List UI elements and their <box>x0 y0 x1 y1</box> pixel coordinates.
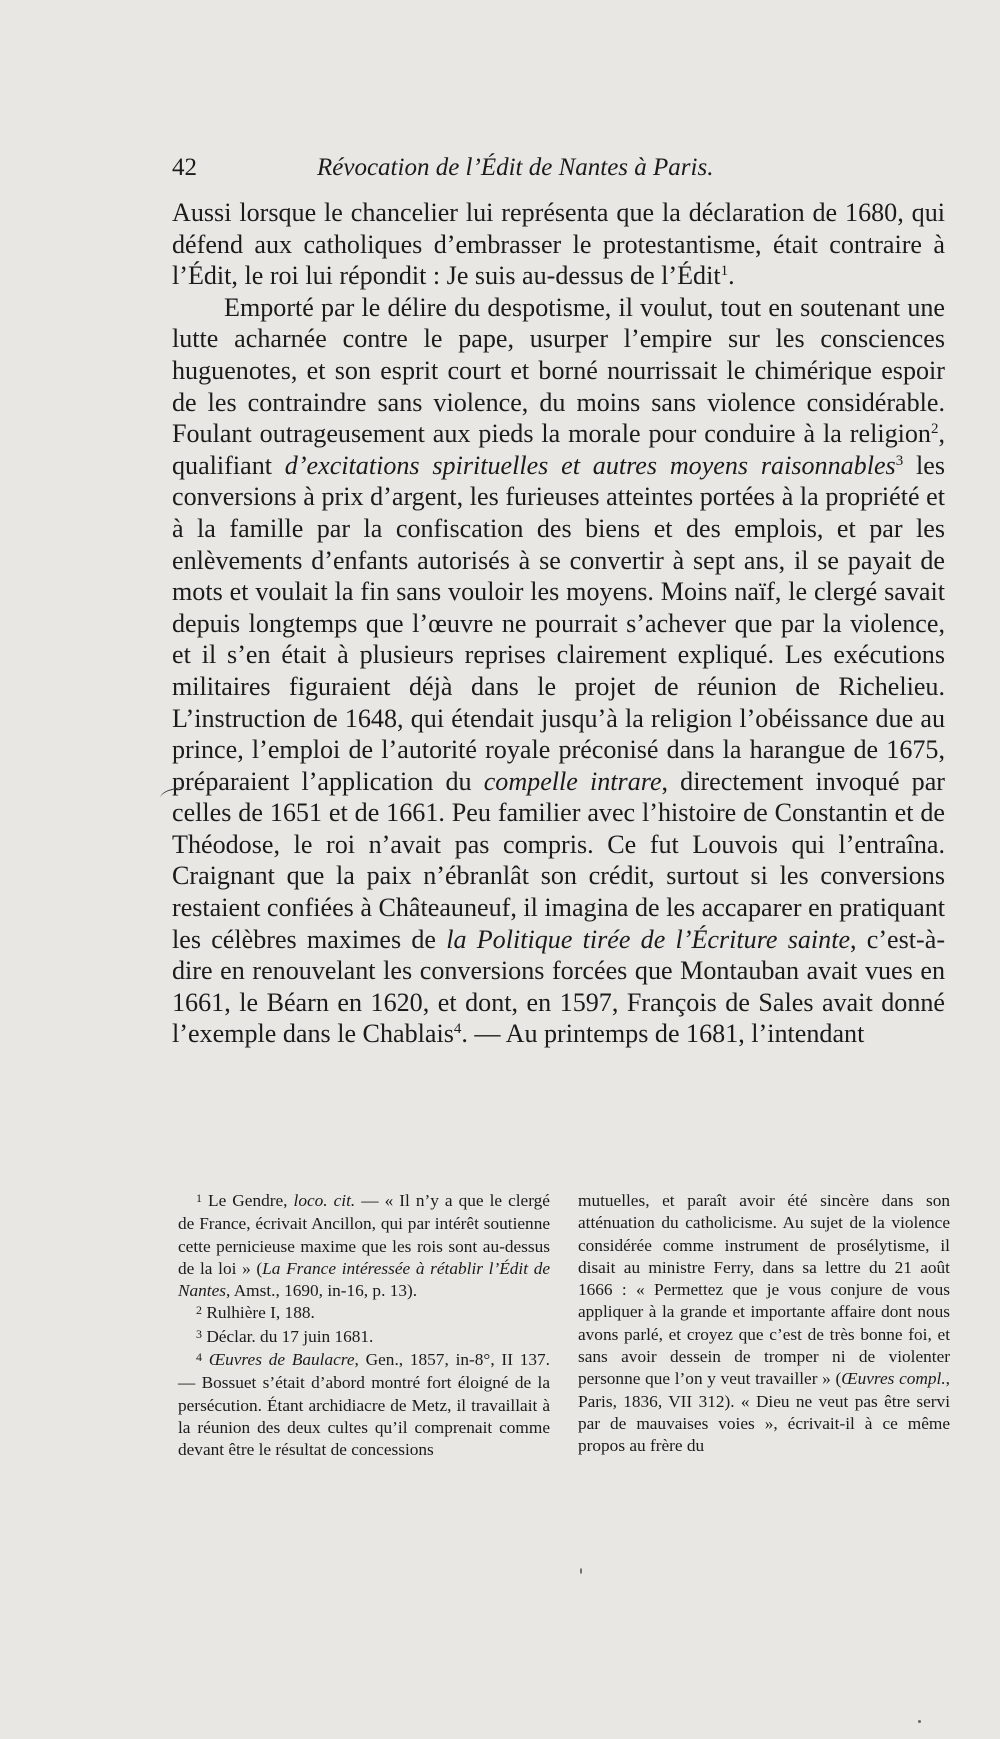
footnote-4-cont-a: mutuelles, et paraît avoir été sincère dans son atténuation du catholicisme. Au sujet de la violence considérée comme instrument de prosélytisme, il disait au ministre Ferry, dans sa lettre du 21 août 1666 : « Permettez que je vous conjure de vous appliquer à la grande et importante affaire dont nous avons parlé, et croyez que c’est de très bonne foi, et sans avoir dessein de tromper ni de violenter personne que l’on y veut travailler » ( <box>578 1191 950 1389</box>
footnote-ref-4: 4 <box>453 1021 462 1038</box>
footnote-4-cont-b: Œuvres compl. <box>841 1369 946 1389</box>
footnote-1-text-e: , Amst., 1690, in-16, p. 13). <box>226 1281 418 1301</box>
footnote-4-text-a: Œuvres de Baulacre <box>208 1350 355 1370</box>
footnote-ref-1: 1 <box>720 263 729 280</box>
page-header <box>172 150 785 190</box>
p2-segment-3: les conversions à prix d’argent, les furieuses atteintes portées à la propriété et à la famille par la confiscation des biens et des emplois, et par les enlèvements d’enfants autorisés à se convertir à sept ans, il se payait de mots et voulait la fin sans vouloir les moyens. Moins naïf, le clergé savait depuis longtemps que l’œuvre ne pourrait s’achever que par la violence, et il s’en était à plusieurs reprises clairement expliqué. Les exécutions militaires figuraient déjà dans le projet de réunion de Richelieu. L’instruction de 1648, qui étendait jusqu’à la religion l’obéissance due au prince, l’emploi de l’autorité royale préconisé dans la harangue de 1675, préparaient l’application du <box>172 450 946 796</box>
footnote-4-continued <box>578 1190 950 1458</box>
footnote-4 <box>178 1349 550 1461</box>
paragraph-1-text: Aussi lorsque le chancelier lui représenta que la déclaration de 1680, qui défend aux catholiques d’embrasser le protestantisme, était contraire à l’Édit, le roi lui répondit : Je suis au-dessus de l’Édit <box>172 198 945 291</box>
paper-speck <box>580 1568 582 1574</box>
footnote-2-number: 2 <box>196 1303 202 1318</box>
footnote-1-text-d: La France intéressée à rétablir l’Édit de Nantes <box>178 1258 551 1301</box>
footnote-2-text: Rulhière I, 188. <box>206 1303 315 1323</box>
p2-italic-3: la Politique tirée de l’Écriture sainte <box>446 924 851 954</box>
running-title: Révocation de l’Édit de Nantes à Paris. <box>317 154 714 181</box>
p2-italic-1: d’excitations spirituelles et autres moyens raisonnables <box>284 450 896 480</box>
p2-segment-6: . — Au printemps de 1681, l’intendant <box>461 1019 865 1049</box>
paper-speck <box>918 1720 921 1723</box>
footnote-1-number: 1 <box>196 1191 202 1205</box>
footnote-1-text-b: loco. cit. <box>293 1191 356 1210</box>
footnotes-right-column <box>578 1190 950 1458</box>
footnote-ref-3: 3 <box>895 452 904 469</box>
footnote-1-text-a: Le Gendre, <box>208 1191 294 1210</box>
footnote-2 <box>178 1302 550 1325</box>
footnote-1 <box>178 1190 550 1302</box>
footnote-4-cont-c: , Paris, 1836, VII 312). « Dieu ne veut pas être servi par de mauvaises voies », écrivait-il à ce même propos au frère du <box>578 1369 950 1456</box>
p2-italic-2: compelle intrare <box>483 766 662 796</box>
p2-segment-4: , directement invoqué par celles de 1651 et de 1661. Peu familier avec l’histoire de Constantin et de Théodose, le roi n’avait pas compris. Ce fut Louvois qui l’entraîna. Craignant que la paix n’ébranlât son crédit, surtout si les conversions restaient confiées à Châteauneuf, il imagina de les accaparer en pratiquant les célèbres maximes de <box>172 766 946 954</box>
p2-segment-1: Emporté par le délire du despotisme, il voulut, tout en soutenant une lutte acharnée contre le pape, usurper l’empire sur les consciences huguenotes, et son esprit court et borné nourrissait le chimérique espoir de les contraindre sans violence, du moins sans violence considérable. Foulant outrageusement aux pieds la morale pour conduire à la religion <box>172 292 945 449</box>
footnote-1-text-c: — « Il n’y a que le clergé de France, écrivait Ancillon, qui par intérêt soutienne cette pernicieuse maxime que les rois sont au-dessus de la loi » ( <box>178 1191 550 1278</box>
paragraph-1-end: . <box>728 261 735 291</box>
footnote-ref-2: 2 <box>930 421 939 438</box>
footnotes <box>178 1190 948 1490</box>
main-text <box>172 197 945 1050</box>
footnotes-left-column <box>178 1190 550 1462</box>
p2-segment-5: , c’est-à-dire en renouvelant les conversions forcées que Montauban avait vues en 1661, le Béarn en 1620, et dont, en 1597, François de Sales avait donné l’exemple dans le Chablais <box>172 924 946 1049</box>
footnote-4-number: 4 <box>196 1350 202 1365</box>
footnote-3-text: Déclar. du 17 juin 1681. <box>206 1326 374 1346</box>
footnote-4-text-b: , Gen., 1857, in-8°, II 137. — Bossuet s’était d’abord montré fort éloigné de la persécution. Étant archidiacre de Metz, il travaillait à la réunion des deux cultes qu’il comprenait comme devant être le résultat de concessions <box>178 1350 550 1460</box>
footnote-3 <box>178 1326 550 1349</box>
page-number: 42 <box>172 154 197 181</box>
paragraph-2 <box>172 292 945 1050</box>
paragraph-1 <box>172 197 945 292</box>
p2-segment-2: , qualifiant <box>172 419 945 480</box>
footnote-3-number: 3 <box>196 1326 202 1341</box>
